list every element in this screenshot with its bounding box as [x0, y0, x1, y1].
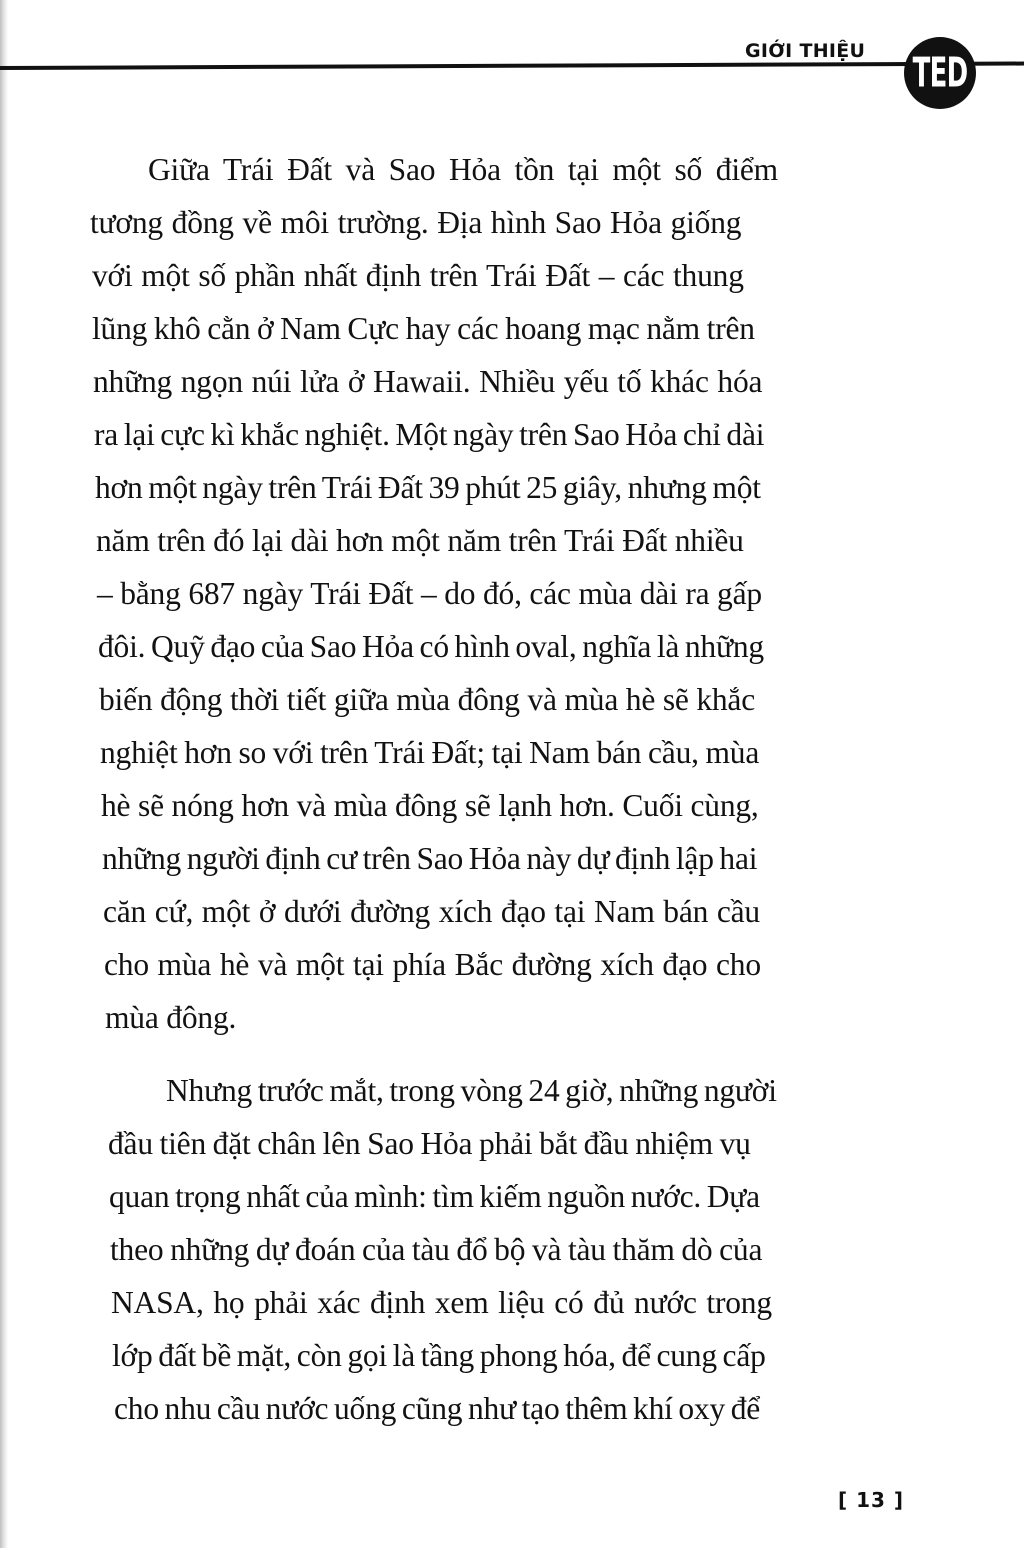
scan-edge-shadow: [0, 0, 8, 1548]
text-line: Giữa Trái Đất và Sao Hỏa tồn tại một số điểm: [148, 152, 778, 187]
section-title: GIỚI THIỆU: [745, 40, 866, 62]
ted-logo-icon: [904, 37, 976, 109]
text-line: theo những dự đoán của tàu đổ bộ và tàu thăm dò của: [110, 1232, 763, 1267]
text-line: những người định cư trên Sao Hỏa này dự định lập hai: [102, 841, 758, 876]
text-line: hè sẽ nóng hơn và mùa đông sẽ lạnh hơn. Cuối cùng,: [101, 788, 759, 823]
text-line: cho nhu cầu nước uống cũng như tạo thêm khí oxy để: [114, 1391, 761, 1426]
text-line: lớp đất bề mặt, còn gọi là tầng phong hóa, để cung cấp: [112, 1338, 766, 1373]
text-line: năm trên đó lại dài hơn một năm trên Trái Đất nhiều: [96, 523, 744, 558]
text-line: cho mùa hè và một tại phía Bắc đường xích đạo cho: [104, 947, 761, 982]
text-line: với một số phần nhất định trên Trái Đất – các thung: [92, 258, 744, 293]
text-line: căn cứ, một ở dưới đường xích đạo tại Nam bán cầu: [103, 894, 760, 929]
page-number: [ 13 ]: [838, 1488, 905, 1512]
text-line: Nhưng trước mắt, trong vòng 24 giờ, những người: [166, 1073, 777, 1108]
header-rule: [0, 62, 1024, 70]
text-line: NASA, họ phải xác định xem liệu có đủ nước trong: [111, 1285, 772, 1320]
text-line: quan trọng nhất của mình: tìm kiếm nguồn nước. Dựa: [109, 1179, 760, 1214]
text-line: đôi. Quỹ đạo của Sao Hỏa có hình oval, nghĩa là những: [98, 629, 764, 664]
text-line: hơn một ngày trên Trái Đất 39 phút 25 giây, nhưng một: [95, 470, 761, 505]
ted-logo-text: TED: [912, 49, 968, 97]
text-line: – bằng 687 ngày Trái Đất – do đó, các mùa dài ra gấp: [97, 576, 762, 611]
text-line: những ngọn núi lửa ở Hawaii. Nhiều yếu tố khác hóa: [93, 364, 763, 399]
text-line: ra lại cực kì khắc nghiệt. Một ngày trên Sao Hỏa chỉ dài: [94, 417, 765, 452]
text-line: biến động thời tiết giữa mùa đông và mùa hè sẽ khắc: [99, 682, 755, 717]
text-line: tương đồng về môi trường. Địa hình Sao Hỏa giống: [90, 205, 742, 240]
text-line: lũng khô cằn ở Nam Cực hay các hoang mạc nằm trên: [92, 311, 755, 346]
text-line: nghiệt hơn so với trên Trái Đất; tại Nam bán cầu, mùa: [100, 735, 760, 770]
text-line: mùa đông.: [105, 1000, 237, 1035]
text-line: đầu tiên đặt chân lên Sao Hỏa phải bắt đầu nhiệm vụ: [108, 1126, 751, 1161]
